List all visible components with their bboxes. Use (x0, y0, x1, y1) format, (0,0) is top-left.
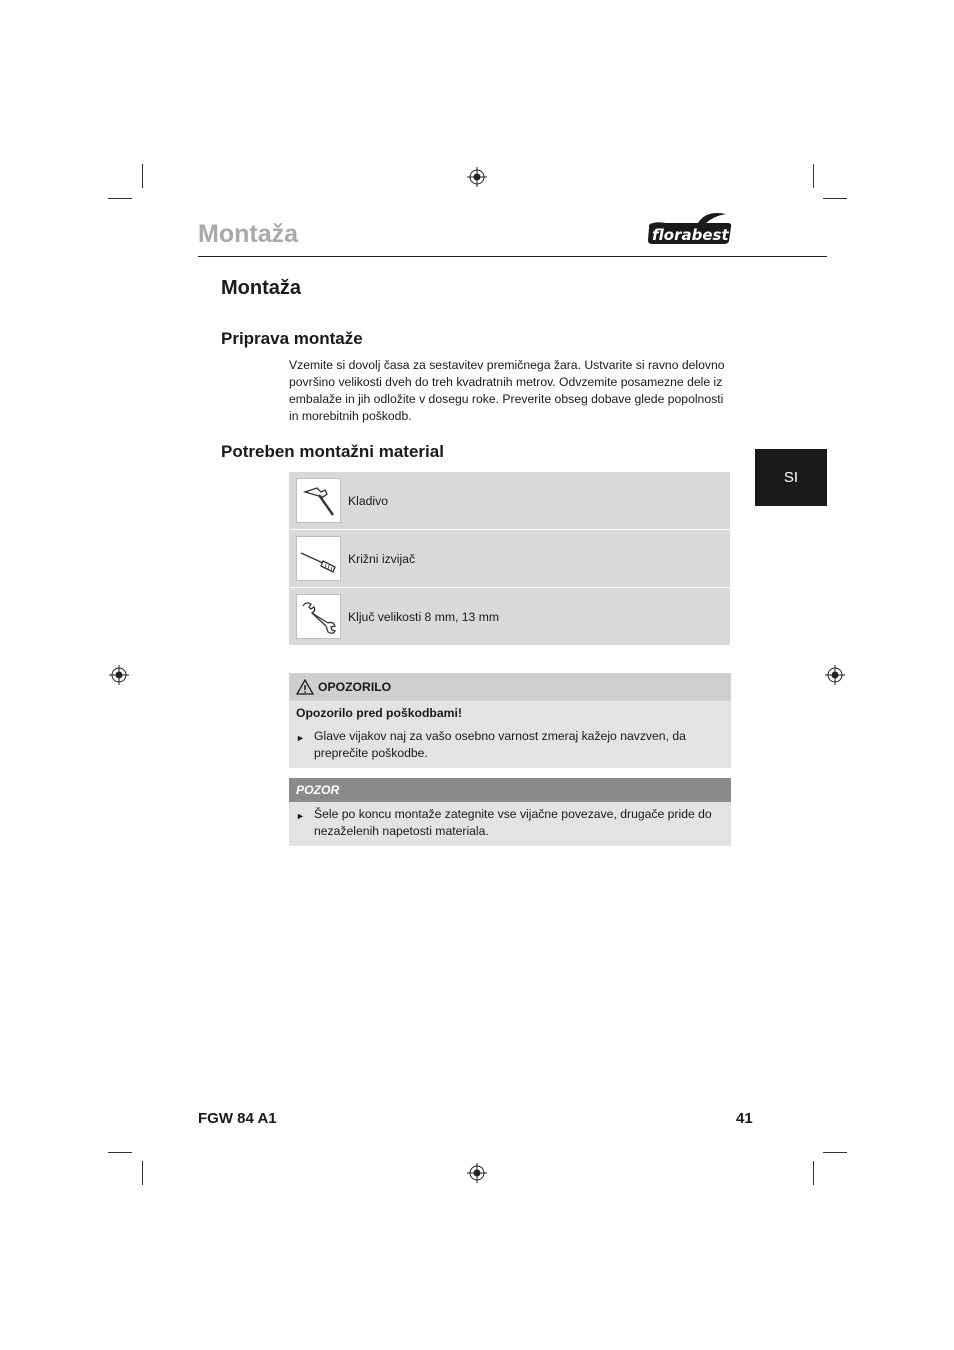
registration-mark-icon (825, 665, 845, 685)
list-item (296, 806, 723, 840)
materials-table (289, 472, 730, 646)
preparation-heading: Priprava montaže (221, 329, 363, 348)
wrench-icon (296, 594, 341, 639)
crop-mark (108, 1152, 132, 1153)
registration-mark-icon (109, 665, 129, 685)
crop-mark (108, 198, 132, 199)
registration-mark-icon (467, 167, 487, 187)
bullet-arrow-icon: ► (296, 811, 305, 821)
header-rule (198, 256, 827, 257)
warning-subtitle: Opozorilo pred poškodbami! (296, 706, 462, 720)
tool-label: Križni izvijač (348, 551, 416, 566)
crop-mark (813, 1161, 814, 1185)
bullet-arrow-icon: ► (296, 733, 305, 743)
crop-mark (813, 164, 814, 188)
warning-box (289, 673, 731, 768)
caution-text: Šele po koncu montaže zategnite vse vijačne povezave, drugače pride do nezaželenih napetosti materiala. (314, 807, 712, 838)
warning-triangle-icon (296, 679, 314, 695)
warning-text: Glave vijakov naj za vašo osebno varnost zmeraj kažejo navzven, da preprečite poškodbe. (314, 729, 686, 760)
page-number: 41 (736, 1110, 753, 1127)
warning-header (289, 673, 731, 701)
svg-text:florabest: florabest (652, 226, 729, 244)
running-header-title: Montaža (198, 220, 298, 248)
table-row (289, 588, 730, 646)
registration-mark-icon (467, 1163, 487, 1183)
materials-heading: Potreben montažni material (221, 442, 444, 461)
screwdriver-icon (296, 536, 341, 581)
crop-mark (823, 1152, 847, 1153)
footer-model: FGW 84 A1 (198, 1110, 277, 1127)
tool-label: Ključ velikosti 8 mm, 13 mm (348, 609, 500, 624)
warning-label: OPOZORILO (318, 680, 392, 694)
section-title: Montaža (221, 277, 301, 299)
preparation-text: Vzemite si dovolj časa za sestavitev premičnega žara. Ustvarite si ravno delovno površino velikosti dveh do treh kvadratnih metrov. Odvzemite posamezne dele iz embalaže in jih odložite v dosegu roke. Preverite obseg dobave glede popolnosti in morebitnih poškodb. (289, 358, 725, 423)
florabest-logo (646, 212, 732, 246)
crop-mark (142, 1161, 143, 1185)
table-row (289, 530, 730, 588)
hammer-icon (296, 478, 341, 523)
caution-header: POZOR (289, 778, 731, 802)
crop-mark (142, 164, 143, 188)
list-item (296, 728, 723, 762)
table-row (289, 472, 730, 530)
caution-box (289, 778, 731, 846)
language-tab: SI (755, 449, 827, 506)
tool-label: Kladivo (348, 493, 388, 508)
crop-mark (823, 198, 847, 199)
